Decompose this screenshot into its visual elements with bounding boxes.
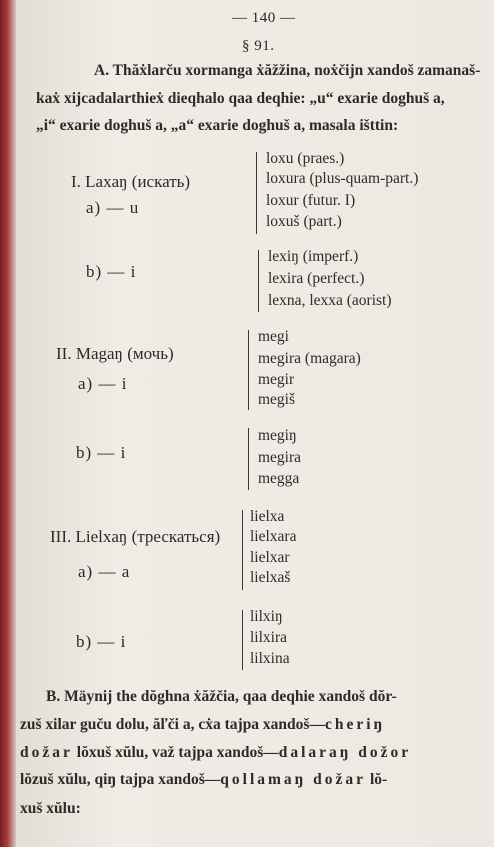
section-b-line-4 (20, 771, 387, 789)
brace (248, 330, 255, 410)
group-1-b-label: b) — i (86, 262, 137, 281)
form: loxur (futur. I) (266, 192, 356, 209)
form: megir (258, 371, 295, 388)
intro-line-3: „i“ exarie doghuš a, „a“ exarie doghuš a, masala išttin: (36, 117, 399, 134)
text-run: lŏ- (366, 771, 388, 788)
brace (258, 250, 265, 312)
spaced-term: dalaraŋ dožor (278, 744, 412, 761)
group-1-title: I. Laxaŋ (искать) (71, 172, 191, 191)
group-3-title: III. Lielxaŋ (трескаться) (50, 527, 221, 546)
form: lielxar (250, 549, 290, 566)
book-spine (0, 0, 16, 847)
group-3-b-label: b) — i (76, 632, 127, 651)
form: lilxiŋ (250, 608, 283, 625)
form: megira (magara) (258, 350, 361, 367)
spaced-term: qollamaŋ dožar (220, 771, 367, 788)
spaced-term: cheriŋ (324, 716, 386, 733)
form: loxura (plus-quam-part.) (266, 170, 419, 187)
group-2-title: II. Magaŋ (мочь) (56, 344, 174, 363)
text-run: zuš xilar guču dolu, ăľči a, cẋa tajpa xandoš— (20, 716, 325, 733)
form: lexira (perfect.) (268, 270, 365, 287)
text-run: lŏxuš xŭlu, važ tajpa xandoš— (72, 744, 279, 761)
form: megiš (258, 391, 296, 408)
section-b-line-2 (20, 716, 385, 734)
section-b-line-5: xuš xŭlu: (20, 800, 81, 817)
section-heading: § 91. (242, 38, 275, 54)
page-number: — 140 — (232, 10, 296, 26)
form: lilxira (250, 629, 288, 646)
brace (242, 510, 249, 590)
section-b-line-3 (20, 744, 411, 762)
form: lexiŋ (imperf.) (268, 248, 359, 265)
form: megiŋ (258, 427, 297, 444)
text-run: lŏzuš xŭlu, qiŋ tajpa xandoš— (20, 771, 221, 788)
form: loxu (praes.) (266, 150, 345, 167)
form: lielxara (250, 528, 297, 545)
group-1-a-label: a) — u (86, 198, 140, 217)
group-2-a-label: a) — i (78, 374, 128, 393)
form: lielxaš (250, 569, 291, 586)
form: megga (258, 470, 300, 487)
form: loxuš (part.) (266, 213, 342, 230)
form: lilxina (250, 650, 290, 667)
form: lexna, lexxa (aorist) (268, 292, 392, 309)
form: lielxa (250, 508, 285, 525)
brace (256, 152, 263, 234)
form: megi (258, 328, 289, 345)
brace (248, 428, 255, 490)
intro-line-2: kaẋ xijcadalarthieẋ dieqhalo qaa deqhie: „u“ exarie doghuš a, (36, 90, 445, 107)
group-3-a-label: a) — a (78, 562, 131, 581)
brace (242, 610, 249, 670)
section-b-line-1: B. Mäynij the dŏghna ẋăžčia, qaa deqhie xandoš dŏr- (46, 688, 397, 705)
spaced-term: dožar (20, 744, 73, 761)
book-page (16, 0, 494, 847)
form: megira (258, 449, 302, 466)
group-2-b-label: b) — i (76, 443, 127, 462)
intro-line-1: A. Thăẋlarču xormanga ẋăžžina, noẋčijn xandoš zamanaš- (94, 62, 481, 79)
